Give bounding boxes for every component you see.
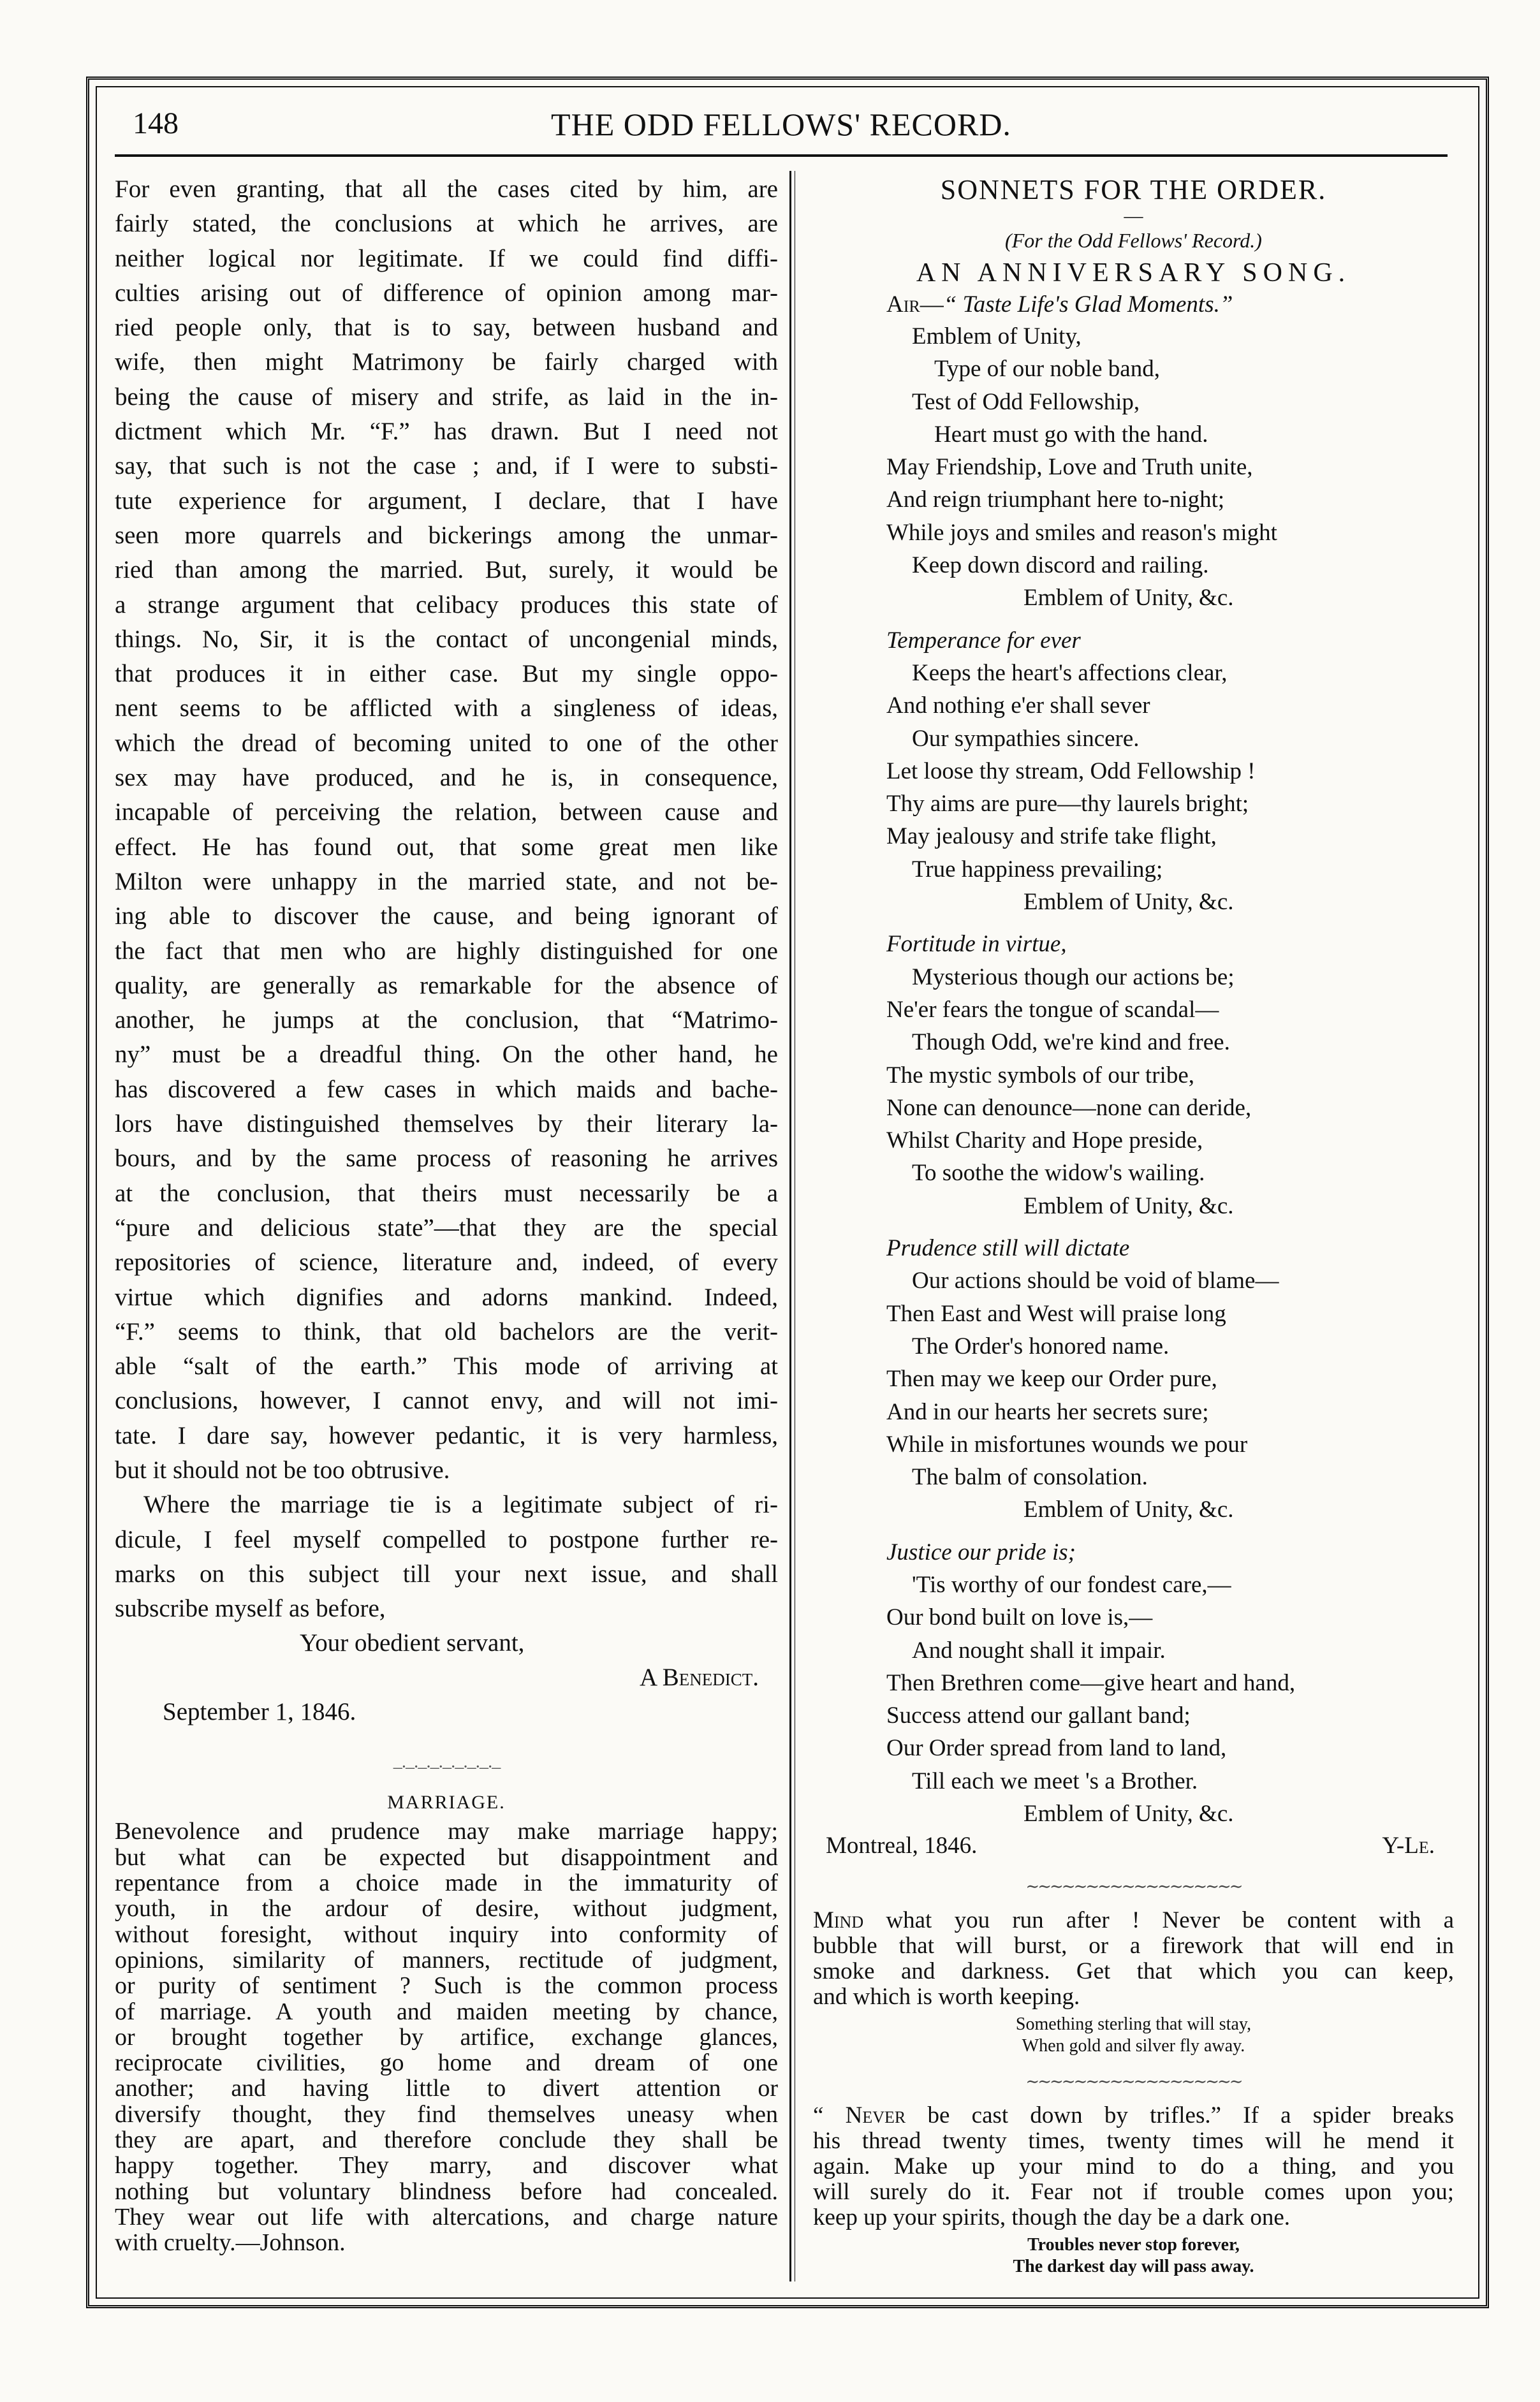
verse-line-text: Temperance for ever	[886, 627, 1081, 654]
verse-line: Test of Odd Fellowship,	[912, 388, 1140, 415]
sonnets-title: SONNETS FOR THE ORDER.	[940, 174, 1327, 205]
letter-line: sex may have produced, and he is, in consequence,	[115, 764, 778, 792]
stanza-2	[813, 624, 1454, 919]
verse-line: The mystic symbols of our tribe,	[886, 1062, 1194, 1088]
song-title: AN ANNIVERSARY SONG.	[916, 258, 1351, 288]
mind-lead: Mind	[813, 1907, 864, 1934]
section-ornament: ‒·‒·‒·‒·‒·‒·‒·‒·‒	[393, 1757, 500, 1778]
verse-line: May jealousy and strife take flight,	[886, 823, 1217, 850]
verse-line: Ne'er fears the tongue of scandal—	[886, 996, 1219, 1023]
marriage-line: nothing but voluntary blindness before had concealed.	[115, 2178, 778, 2205]
verse-line: Emblem of Unity,	[912, 323, 1082, 349]
marriage-line: another; and having little to divert attention or	[115, 2075, 778, 2102]
marriage-line: reciprocate civilities, go home and dream of one	[115, 2049, 778, 2077]
air-line	[813, 289, 1454, 320]
never-line-text: be cast down by trifles.” If a spider breaks	[927, 2102, 1455, 2129]
verse-line: Then may we keep our Order pure,	[886, 1366, 1217, 1393]
verse-line: True happiness prevailing;	[912, 856, 1163, 882]
page-number: 148	[133, 106, 179, 140]
letter-line: at the conclusion, that theirs must necessarily be a	[115, 1179, 778, 1207]
letter-line: dicule, I feel myself compelled to postpone further re-	[115, 1525, 778, 1553]
air-label: Air—	[886, 291, 944, 318]
marriage-line: Benevolence and prudence may make marriage happy;	[115, 1818, 778, 1845]
mind-paragraph	[813, 1908, 1454, 2010]
letter-closing: Your obedient servant,	[300, 1629, 525, 1657]
refrain-line: Emblem of Unity, &c.	[1023, 1192, 1234, 1219]
letter-line: but it should not be too obtrusive.	[115, 1456, 450, 1484]
verse-line: Keep down discord and railing.	[912, 552, 1209, 579]
verse-line: Till each we meet 's a Brother.	[912, 1768, 1198, 1794]
stanza-5	[813, 1536, 1454, 1831]
wave-divider: ∼∼∼∼∼∼∼∼∼∼∼∼∼∼∼∼∼∼	[1025, 2072, 1242, 2091]
letter-line: able “salt of the earth.” This mode of arriving at	[115, 1352, 778, 1380]
letter-line: repositories of science, literature and, indeed, of every	[115, 1249, 778, 1277]
marriage-line: happy together. They marry, and discover what	[115, 2152, 778, 2179]
running-head: THE ODD FELLOWS' RECORD.	[551, 106, 1011, 142]
verse-line: Whilst Charity and Hope preside,	[886, 1127, 1203, 1154]
header-rule	[115, 154, 1448, 157]
verse-line: While joys and smiles and reason's might	[886, 519, 1277, 546]
verse-line: Success attend our gallant band;	[886, 1703, 1191, 1729]
never-line: his thread twenty times, twenty times will he mend it	[813, 2128, 1454, 2155]
marriage-body	[115, 1819, 778, 2255]
letter-line: say, that such is not the case ; and, if I were to substi-	[115, 452, 778, 480]
verse-line: The Order's honored name.	[912, 1333, 1170, 1359]
mind-line: bubble that will burst, or a firework that will end in	[813, 1933, 1454, 1959]
mind-line-text: what you run after ! Never be content with a	[886, 1907, 1455, 1934]
verse-line: To soothe the widow's wailing.	[912, 1160, 1205, 1187]
verse-line: 'Tis worthy of our fondest care,—	[912, 1571, 1231, 1598]
column-rule	[789, 171, 791, 2281]
letter-line: culties arising out of difference of opinion among mar-	[115, 279, 778, 307]
letter-line: things. No, Sir, it is the contact of uncongenial minds,	[115, 625, 778, 653]
verse-line: Our bond built on love is,—	[886, 1604, 1153, 1631]
letter-line: lors have distinguished themselves by their literary la-	[115, 1110, 778, 1138]
letter-line: tate. I dare say, however pedantic, it is very harmless,	[115, 1421, 778, 1449]
place-date: Montreal, 1846.	[826, 1833, 978, 1859]
verse-line: And nought shall it impair.	[912, 1637, 1166, 1664]
stanza-4	[813, 1232, 1454, 1527]
verse-line: Though Odd, we're kind and free.	[912, 1029, 1230, 1056]
letter-line: fairly stated, the conclusions at which he arrives, are	[115, 210, 778, 238]
verse-line	[813, 624, 1454, 657]
verse-line: May Friendship, Love and Truth unite,	[886, 454, 1253, 481]
marriage-line: repentance from a choice made in the immaturity of	[115, 1870, 778, 1897]
letter-line: ny” must be a dreadful thing. On the other hand, he	[115, 1041, 778, 1069]
couplet-line: The darkest day will pass away.	[1013, 2257, 1254, 2277]
song-author: Y-Le.	[1382, 1833, 1435, 1859]
letter-line: seen more quarrels and bickerings among the unmar-	[115, 521, 778, 549]
stanza-3	[813, 928, 1454, 1222]
verse-line-text: Justice our pride is;	[886, 1539, 1076, 1565]
letter-line: a strange argument that celibacy produces this state of	[115, 590, 778, 619]
verse-line: Let loose thy stream, Odd Fellowship !	[886, 758, 1256, 784]
verse-line: None can denounce—none can deride,	[886, 1094, 1252, 1121]
letter-date: September 1, 1846.	[163, 1698, 356, 1726]
couplet-line: Something sterling that will stay,	[1015, 2014, 1252, 2035]
verse-line	[813, 928, 1454, 960]
marriage-line: of marriage. A youth and maiden meeting by chance,	[115, 1998, 778, 2025]
verse-line: Our sympathies sincere.	[912, 725, 1140, 752]
marriage-line: diversify thought, they find themselves uneasy when	[115, 2100, 778, 2128]
letter-line: neither logical nor legitimate. If we could find diffi-	[115, 244, 778, 272]
letter-line: conclusions, however, I cannot envy, and will not imi-	[115, 1387, 778, 1415]
page-header	[115, 103, 1448, 154]
letter-line: For even granting, that all the cases cited by him, are	[115, 175, 778, 203]
stanza-1	[813, 320, 1454, 615]
letter-line: bours, and by the same process of reasoning he arrives	[115, 1145, 778, 1173]
marriage-line: or brought together by artifice, exchange glances,	[115, 2023, 778, 2051]
mind-couplet	[813, 2014, 1454, 2057]
marriage-line: with cruelty.—Johnson.	[115, 2229, 346, 2257]
letter-line: ried than among the married. But, surely, it would be	[115, 556, 778, 584]
letter-line: “F.” seems to think, that old bachelors are the verit-	[115, 1317, 778, 1345]
mind-line: smoke and darkness. Get that which you can keep,	[813, 1958, 1454, 1985]
verse-line: Then Brethren come—give heart and hand,	[886, 1669, 1296, 1696]
never-line: will surely do it. Fear not if trouble comes upon you;	[813, 2179, 1454, 2206]
letter-line: the fact that men who are highly distinguished for one	[115, 937, 778, 965]
source-line: (For the Odd Fellows' Record.)	[1005, 229, 1262, 252]
mind-line: and which is worth keeping.	[813, 1984, 1080, 2010]
letter-line: wife, then might Matrimony be fairly charged with	[115, 348, 778, 376]
verse-line: Type of our noble band,	[934, 356, 1160, 383]
verse-line: And in our hearts her secrets sure;	[886, 1398, 1209, 1425]
letter-line: Milton were unhappy in the married state, and not be-	[115, 867, 778, 895]
verse-line-text: Prudence still will dictate	[886, 1235, 1130, 1262]
verse-line: Then East and West will praise long	[886, 1300, 1226, 1327]
song-dateline	[813, 1830, 1454, 1862]
couplet-line: When gold and silver fly away.	[1022, 2036, 1245, 2056]
letter-line: dictment which Mr. “F.” has drawn. But I need not	[115, 418, 778, 446]
verse-line: Our actions should be void of blame—	[912, 1268, 1279, 1294]
mind-line	[813, 1908, 1454, 1933]
refrain-line: Emblem of Unity, &c.	[1023, 1497, 1234, 1523]
never-paragraph	[813, 2103, 1454, 2230]
right-column	[813, 172, 1454, 2278]
never-line	[813, 2103, 1454, 2128]
letter-line: nent seems to be afflicted with a singleness of ideas,	[115, 694, 778, 722]
verse-line: Mysterious though our actions be;	[912, 963, 1235, 990]
verse-line: Our Order spread from land to land,	[886, 1735, 1227, 1762]
verse-line: Thy aims are pure—thy laurels bright;	[886, 791, 1249, 817]
marriage-title: MARRIAGE.	[387, 1792, 506, 1813]
marriage-line: or purity of sentiment ? Such is the common process	[115, 1972, 778, 2000]
marriage-line: They wear out life with altercations, and charge nature	[115, 2203, 778, 2230]
never-lead: “ Never	[813, 2102, 906, 2129]
verse-line	[813, 1232, 1454, 1264]
verse-line-text: Fortitude in virtue,	[886, 931, 1067, 958]
letter-line: ing able to discover the cause, and being ignorant of	[115, 902, 778, 930]
letter-signature: A Benedict.	[639, 1664, 759, 1692]
letter-line: subscribe myself as before,	[115, 1595, 386, 1623]
letter-line: incapable of perceiving the relation, between cause and	[115, 798, 778, 826]
marriage-line: they are apart, and therefore conclude they shall be	[115, 2127, 778, 2154]
refrain-line: Emblem of Unity, &c.	[1023, 1801, 1234, 1827]
left-column	[115, 172, 778, 2256]
letter-line: marks on this subject till your next issue, and shall	[115, 1560, 778, 1588]
marriage-line: but what can be expected but disappointment and	[115, 1843, 778, 1871]
letter-line: virtue which dignifies and adorns mankind. Indeed,	[115, 1283, 778, 1311]
verse-line: Heart must go with the hand.	[934, 421, 1208, 448]
letter-line: Where the marriage tie is a legitimate subject of ri-	[143, 1491, 778, 1519]
refrain-line: Emblem of Unity, &c.	[1023, 889, 1234, 916]
marriage-line: opinions, similarity of manners, rectitude of judgment,	[115, 1946, 778, 1974]
letter-line: another, he jumps at the conclusion, that “Matrimo-	[115, 1006, 778, 1034]
marriage-line: without foresight, without inquiry into conformity of	[115, 1921, 778, 1948]
never-line: again. Make up your mind to do a thing, and you	[813, 2153, 1454, 2180]
verse-line: And reign triumphant here to-night;	[886, 487, 1225, 513]
never-line: keep up your spirits, though the day be a dark one.	[813, 2204, 1291, 2231]
letter-line: has discovered a few cases in which maids and bache-	[115, 1075, 778, 1103]
verse-line: And nothing e'er shall sever	[886, 692, 1150, 719]
letter-line: effect. He has found out, that some great men like	[115, 833, 778, 861]
verse-line	[813, 1536, 1454, 1569]
letter-line: “pure and delicious state”—that they are the special	[115, 1213, 778, 1241]
marriage-line: youth, in the ardour of desire, without judgment,	[115, 1895, 778, 1922]
letter-line: quality, are generally as remarkable for the absence of	[115, 971, 778, 999]
letter-line: being the cause of misery and strife, as laid in the in-	[115, 383, 778, 411]
verse-line: While in misfortunes wounds we pour	[886, 1431, 1248, 1458]
title-dash: —	[1124, 205, 1143, 226]
letter-line: which the dread of becoming united to one of the other	[115, 729, 778, 757]
verse-line: Keeps the heart's affections clear,	[912, 659, 1228, 686]
verse-line: The balm of consolation.	[912, 1464, 1148, 1491]
never-couplet	[813, 2234, 1454, 2278]
wave-divider: ∼∼∼∼∼∼∼∼∼∼∼∼∼∼∼∼∼∼	[1025, 1877, 1242, 1896]
couplet-line: Troubles never stop forever,	[1027, 2235, 1240, 2255]
letter-line: that produces it in either case. But my single oppo-	[115, 660, 778, 688]
letter-line: tute experience for argument, I declare, that I have	[115, 487, 778, 515]
letter-body	[115, 172, 778, 1626]
letter-line: ried people only, that is to say, between husband and	[115, 314, 778, 342]
refrain-line: Emblem of Unity, &c.	[1023, 585, 1234, 611]
air-tune: “ Taste Life's Glad Moments.”	[943, 291, 1233, 318]
